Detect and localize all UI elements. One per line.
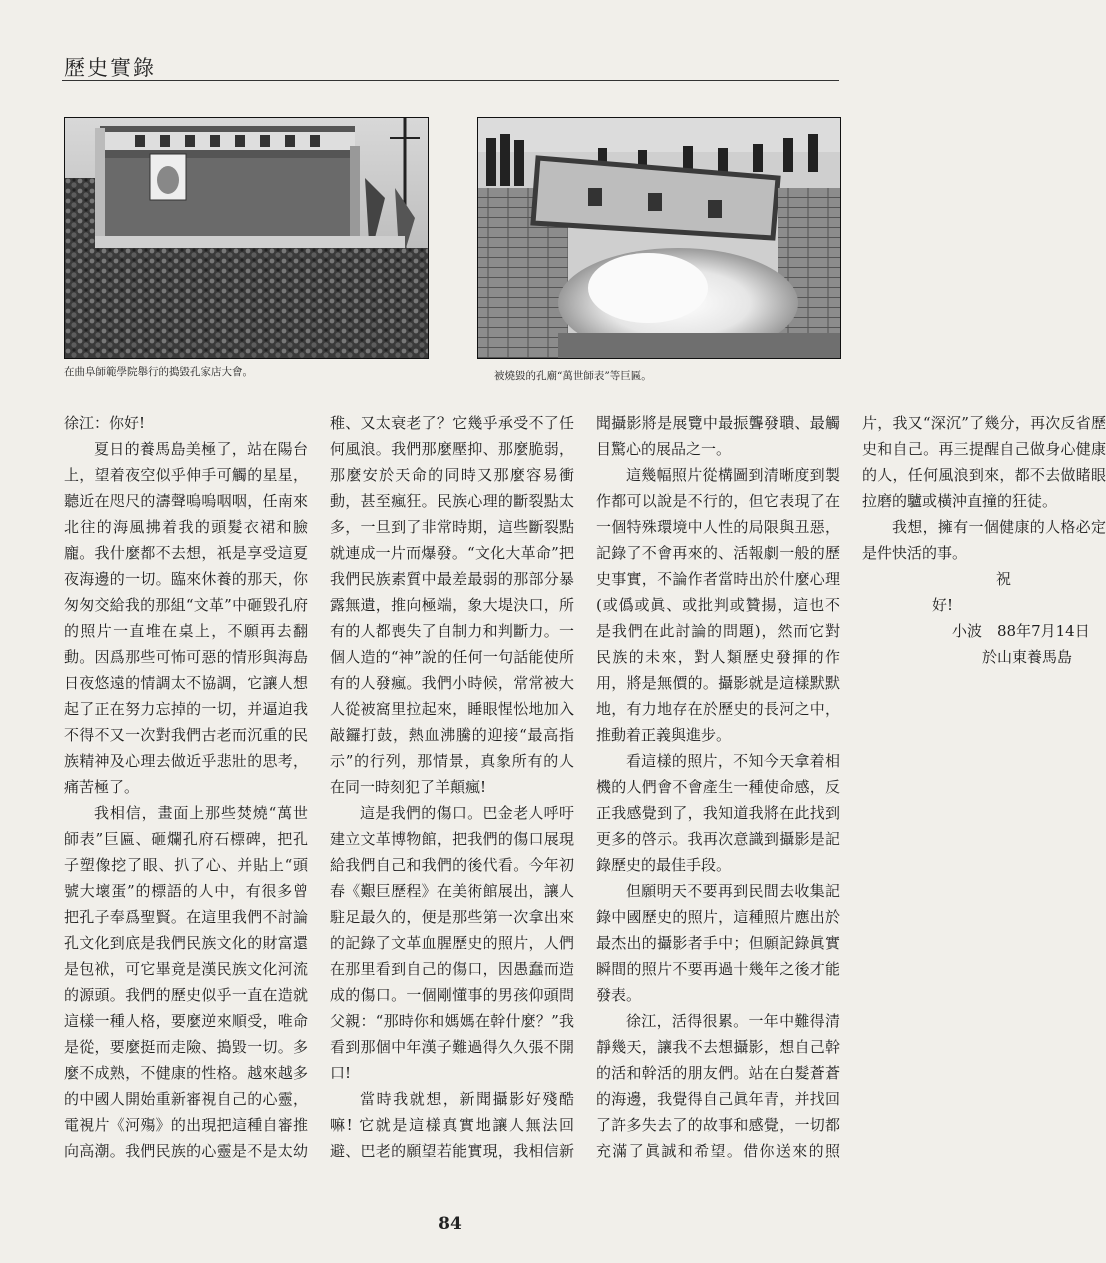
paragraph: 徐江，活得很累。一年中難得清靜幾天，讓我不去想攝影，想自己幹的活和幹活的朋友們。站在白髮蒼蒼的海邊，我覺得自己眞年青，并找回了許多失去了的故事和感覺，一切都充滿了眞誠和希望。借你送來的照片，我又“深沉”了幾分，再次反省歷史和自己。再三提醒自己做身心健康的人，任何風浪到來，都不去做睹眼拉磨的驢或橫沖直撞的狂徒。 xyxy=(596,414,1106,1160)
paragraph: 這幾幅照片從構圖到清晰度到製作都可以說是不行的，但它表現了在一個特殊環境中人性的局限與丑惡，記錄了不會再來的、活報劇一般的歷史事實，不論作者當時出於什麼心理(或僞或眞、或批判或贊揚，這也不是我們在此討論的問題)，然而它對民族的未來，對人類歷史發揮的作用，將是無價的。攝影就是這樣默默地，有力地存在於歷史的長河之中，推動着正義與進步。 xyxy=(596,466,840,744)
salutation: 徐江：你好! xyxy=(64,414,146,432)
header-rule xyxy=(62,80,839,81)
paragraph: 我想，擁有一個健康的人格必定是件快活的事。 xyxy=(862,518,1106,562)
rally-photo xyxy=(64,117,429,359)
signature: 小波 88年7月14日 xyxy=(952,622,1090,640)
paragraph: 看這樣的照片，不知今天拿着相機的人們會不會產生一種使命感，反正我感覺到了，我知道我將在此找到更多的啓示。我再次意識到攝影是記錄歷史的最佳手段。 xyxy=(596,752,840,874)
paragraph: 但願明天不要再到民間去收集記錄中國歷史的照片，這種照片應出於最杰出的攝影者手中；但願記錄眞實瞬間的照片不要再過十幾年之後才能發表。 xyxy=(596,882,840,1004)
section-title: 歷史實錄 xyxy=(64,56,156,80)
paragraph: 這是我們的傷口。巴金老人呼吁建立文革博物館，把我們的傷口展現給我們自己和我們的後代看。今年初春《艱巨歷程》在美術館展出，讓人駐足最久的，便是那些第一次拿出來的記錄了文革血腥歷史的照片，人們在那里看到自己的傷口，因愚蠢而造成的傷口。一個剛懂事的男孩仰頭問父親：“那時你和媽媽在幹什麼？”我看到那個中年漢子難過得久久張不開口! xyxy=(330,804,574,1082)
rally-photo-caption: 在曲阜師範學院舉行的搗毀孔家店大會。 xyxy=(64,366,253,378)
paragraph: 我相信，畫面上那些焚燒“萬世師表”巨匾、砸爛孔府石標碑，把孔子塑像挖了眼、扒了心、并貼上“頭號大壞蛋”的標語的人中，有很多曾把孔子奉爲聖賢。在這里我們不討論孔文化到底是我們民族文化的財富還是包袱，可它畢竟是漢民族文化河流的源頭。我們的歷史似乎一直在造就這樣一種人格，要麼逆來順受，唯命是從，要麼挺而走險、搗毀一切。多麼不成熟，不健康的性格。越來越多的中國人開始重新審視自己的心靈，電視片《河殤》的出現把這種自審推向高潮。我們民族的心靈是不是太幼稚、又太衰老了？它幾乎承受不了任何風浪。我們那麼壓抑、那麼脆弱，那麼安於天命的同時又那麼容易衝動，甚至瘋狂。民族心理的斷裂點太多，一旦到了非常時期，這些斷裂點就連成一片而爆發。“文化大革命”把我們民族素質中最差最弱的那部分暴露無遺，推向極端，象大堤決口，所有的人都喪失了自制力和判斷力。一個人造的“神”說的任何一句話能使所有的人發瘋。我們小時候，常常被大人從被窩里拉起來，睡眼惺忪地加入敲鑼打鼓，熱血沸騰的迎接“最高指示”的行列，那情景，真象所有的人在同一時刻犯了羊顛瘋! xyxy=(64,414,574,1160)
letter-body xyxy=(64,410,1106,1170)
page-number: 84 xyxy=(438,1214,462,1234)
burning-plaque-photo xyxy=(477,117,841,359)
paragraph: 當時我就想，新聞攝影好殘酷嘛! 它就是這樣真實地讓人無法回避、巴老的願望若能實現，我相信新聞攝影將是展覽中最振聾發聵、最觸目驚心的展品之一。 xyxy=(330,414,840,1160)
burning-plaque-photo-caption: 被燒毀的孔廟“萬世師表”等巨匾。 xyxy=(494,370,652,382)
paragraph: 夏日的養馬島美極了，站在陽台上，望着夜空似乎伸手可觸的星星，聽近在咫尺的濤聲嗚嗚咽咽，任南來北往的海風拂着我的頭髮衣裙和臉龐。我什麼都不去想，祇是享受這夏夜海邊的一切。臨來休養的那天，你匆匆交給我的那組“文革”中砸毀孔府的照片一直堆在桌上，不願再去翻動。因爲那些可怖可惡的情形與海島日夜悠遠的情調太不協調，它讓人想起了正在努力忘掉的一切，并逼迫我不得不又一次對我們古老而沉重的民族精神及心理去做近乎悲壯的思考，痛苦極了。 xyxy=(64,440,308,796)
closing-good: 好! xyxy=(932,596,954,614)
closing-wish: 祝 xyxy=(996,570,1012,588)
signature-place: 於山東養馬島 xyxy=(982,648,1073,666)
